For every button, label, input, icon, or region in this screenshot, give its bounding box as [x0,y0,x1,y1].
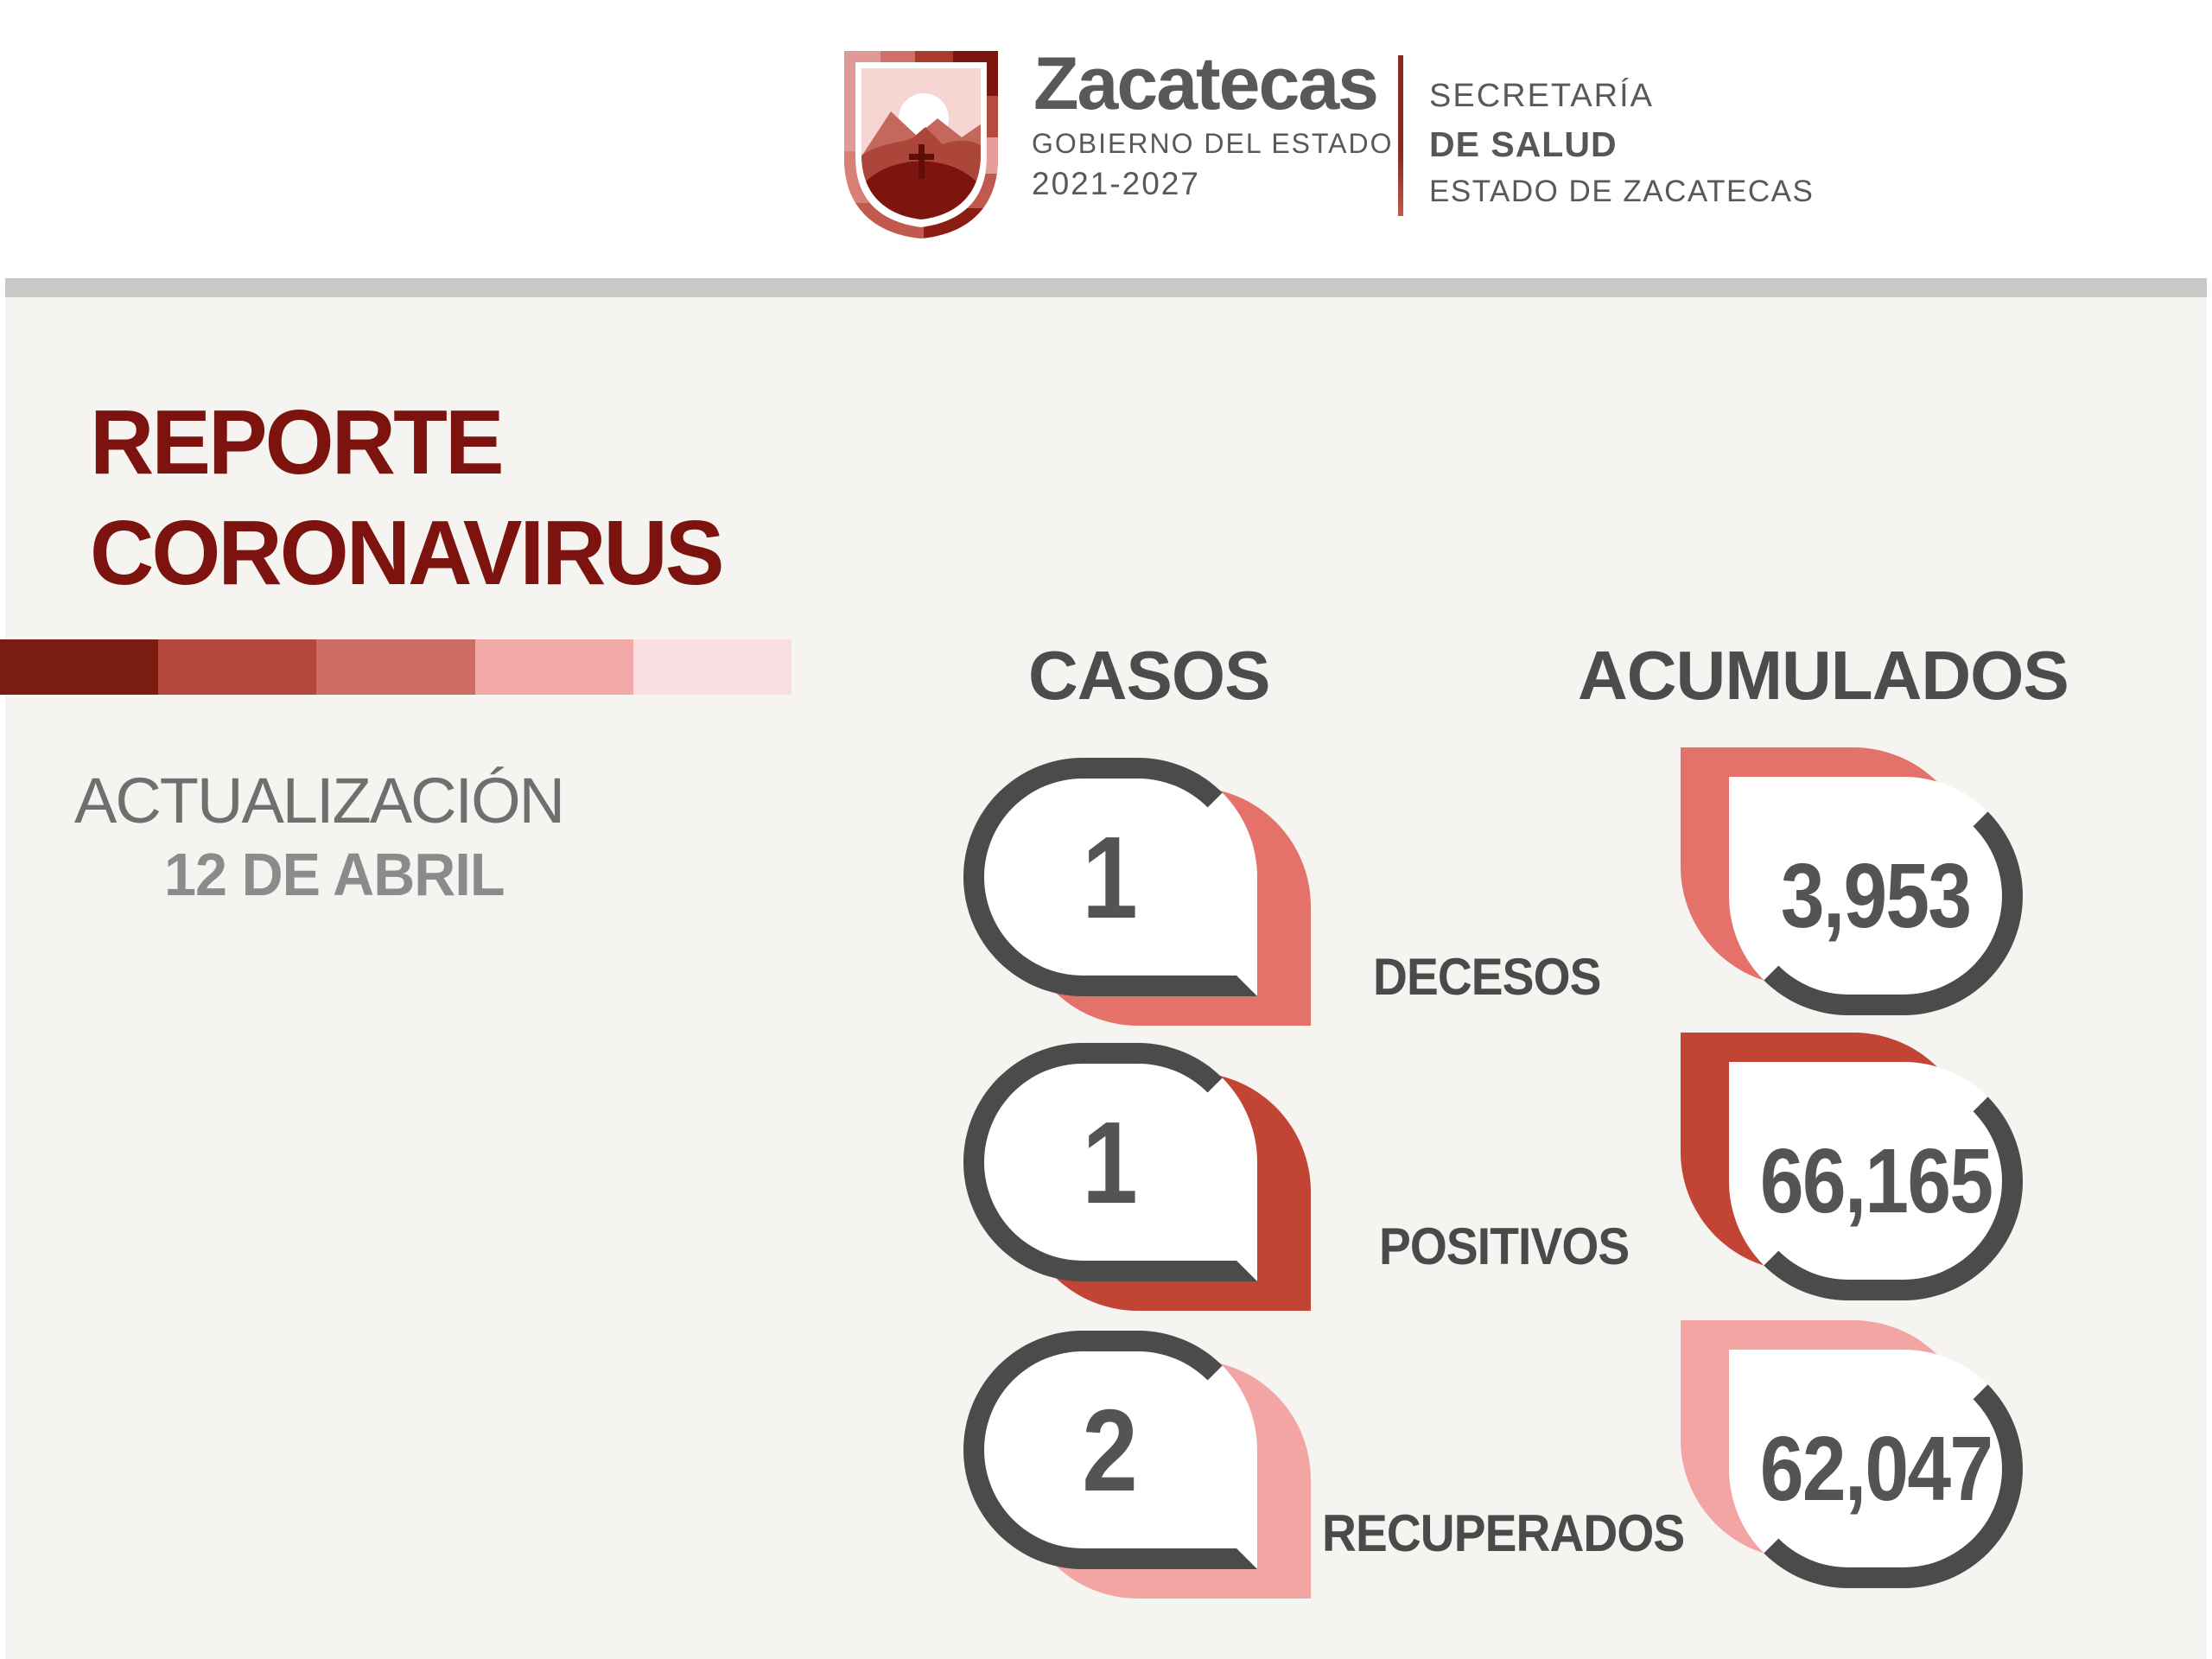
blob-white-shape [963,1331,1257,1569]
title-line-1: REPORTE [90,391,502,493]
blob-white-shape [1729,1062,2023,1300]
blob-white-shape [963,1043,1257,1281]
brand-name: Zacatecas [1033,42,1377,125]
update-date: 12 DE ABRIL [164,841,505,908]
acumulados-blob-positivos [1681,1033,2030,1314]
row-label-recuperados: RECUPERADOS [1322,1504,1685,1562]
title-line-2: CORONAVIRUS [90,502,722,604]
header-divider [1398,55,1403,216]
casos-blob-positivos [963,1033,1313,1314]
blob-white-shape [963,758,1257,996]
acumulados-blob-decesos [1681,747,2030,1029]
palette-segment [316,639,474,695]
stat-row-recuperados [0,1320,2212,1610]
row-label-decesos: DECESOS [1373,948,1601,1006]
page-title [90,387,722,608]
brand-subtitle: GOBIERNO DEL ESTADO [1032,128,1394,159]
zacatecas-shield-logo [841,47,1001,240]
column-header-acumulados: ACUMULADOS [1578,637,2069,714]
stat-row-positivos [0,1033,2212,1322]
update-label: ACTUALIZACIÓN [74,765,564,836]
column-header-casos: CASOS [1028,637,1270,714]
stat-row-decesos [0,747,2212,1037]
palette-segment [633,639,791,695]
casos-value-positivos: 1 [1082,1096,1139,1228]
palette-segment [0,639,158,695]
palette-segment [158,639,316,695]
acumulados-value-positivos: 66,165 [1759,1129,1993,1232]
blob-white-shape [1729,777,2023,1015]
casos-value-recuperados: 2 [1082,1384,1139,1516]
palette-segment [475,639,633,695]
palette-bar [0,639,791,695]
org-line-1: SECRETARÍA [1429,78,1655,114]
blob-white-shape [1729,1350,2023,1588]
row-label-positivos: POSITIVOS [1379,1217,1630,1275]
casos-value-decesos: 1 [1082,811,1139,943]
brand-years: 2021-2027 [1032,166,1200,201]
acumulados-value-recuperados: 62,047 [1759,1417,1993,1520]
org-line-3: ESTADO DE ZACATECAS [1429,175,1815,208]
acumulados-blob-recuperados [1681,1320,2030,1602]
casos-blob-recuperados [963,1320,1313,1602]
header-separator-bar [5,278,2207,297]
casos-blob-decesos [963,747,1313,1029]
org-line-2: DE SALUD [1429,124,1618,164]
acumulados-value-decesos: 3,953 [1781,844,1971,947]
